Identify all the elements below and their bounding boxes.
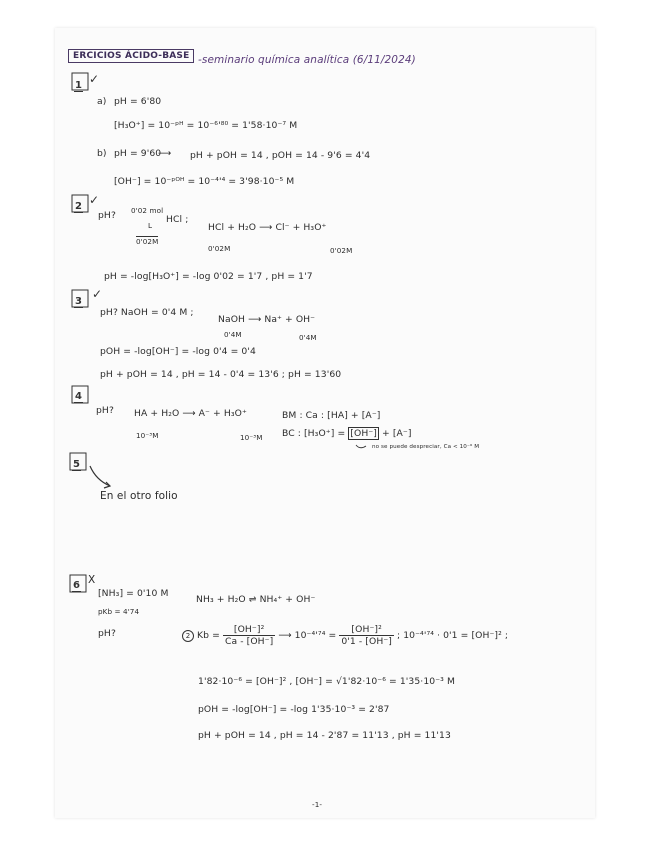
ex1-b-label: b)	[97, 148, 107, 159]
exercise-number-3: 3	[75, 296, 82, 307]
ex2-conc-bot: 0'02M	[136, 237, 159, 246]
exercise-number-5: 5	[73, 459, 80, 470]
ex2-species: HCl ;	[166, 214, 189, 225]
box-ex5	[70, 453, 86, 470]
ex3-poh: pOH = -log[OH⁻] = -log 0'4 = 0'4	[100, 346, 256, 357]
ex6-pkb: pKb = 4'74	[98, 607, 140, 616]
ex2-conc-top: 0'02 mol	[131, 206, 164, 215]
box-ex2	[72, 195, 88, 212]
checkmark-icon: ✓	[89, 193, 100, 207]
ex6-sub-bot: 0'1 - [OH⁻]	[341, 636, 392, 647]
ex4-bc-oh: [OH⁻]	[350, 428, 377, 439]
ex4-bc-pre: BC : [H₃O⁺] =	[282, 428, 346, 439]
checkmark-icon: ✓	[89, 72, 100, 86]
ex5-note: En el otro folio	[100, 490, 178, 502]
ex2-reaction: HCl + H₂O ⟶ Cl⁻ + H₃O⁺	[208, 222, 327, 233]
ex6-mark: X	[88, 574, 96, 586]
ex6-circle-number: 2	[182, 630, 194, 642]
ex1-a-calc: [H₃O⁺] = 10⁻ᵖᴴ = 10⁻⁶'⁸⁰ = 1'58·10⁻⁷ M	[114, 120, 298, 131]
page-number: -1-	[312, 800, 323, 809]
ex6-result: pH + pOH = 14 , pH = 14 - 2'87 = 11'13 , pH = 11'13	[198, 730, 451, 741]
ex4-bc-post: + [A⁻]	[382, 428, 412, 439]
ex3-right-conc: 0'4M	[299, 333, 317, 342]
ex4-reaction: HA + H₂O ⟶ A⁻ + H₃O⁺	[134, 408, 247, 419]
ex2-left-conc: 0'02M	[208, 244, 231, 253]
ex6-tail: ; 10⁻⁴'⁷⁴ · 0'1 = [OH⁻]² ;	[397, 630, 509, 641]
exercise-number-2: 2	[75, 201, 82, 212]
ex4-note: no se puede despreciar, Ca < 10⁻⁶ M	[372, 444, 480, 450]
ex4-mass-balance: BM : Ca : [HA] + [A⁻]	[282, 410, 381, 421]
title-box: ERCICIOS ÁCIDO-BASE	[68, 49, 194, 63]
ex6-step2: 1'82·10⁻⁶ = [OH⁻]² , [OH⁻] = √1'82·10⁻⁶ = 1'35·10⁻³ M	[198, 676, 455, 687]
ex1-b-step: pH + pOH = 14 , pOH = 14 - 9'6 = 4'4	[190, 150, 371, 161]
ex3-question: pH? NaOH = 0'4 M ;	[100, 307, 194, 318]
ex6-poh: pOH = -log[OH⁻] = -log 1'35·10⁻³ = 2'87	[198, 704, 390, 715]
ex6-question: pH?	[98, 628, 116, 639]
box-ex3	[72, 290, 88, 307]
note-arrow-icon	[356, 445, 366, 448]
subtitle: -seminario química analítica (6/11/2024)	[198, 54, 416, 66]
box-ex4	[72, 386, 88, 403]
box-ex6	[70, 575, 86, 592]
exercise-number-1: 1	[75, 80, 82, 91]
ex6-arrow-val: 10⁻⁴'⁷⁴ =	[294, 630, 337, 641]
ex3-left-conc: 0'4M	[224, 330, 242, 339]
ex1-b-calc: [OH⁻] = 10⁻ᵖᴼᴴ = 10⁻⁴'⁴ = 3'98·10⁻⁵ M	[114, 176, 295, 187]
ex2-result: pH = -log[H₃O⁺] = -log 0'02 = 1'7 , pH = 1'7	[104, 271, 313, 282]
ex2-right-conc: 0'02M	[330, 246, 353, 255]
ex6-kb-top: [OH⁻]²	[223, 624, 275, 636]
ex1-a-ph: pH = 6'80	[114, 96, 162, 107]
ex1-a-label: a)	[97, 96, 107, 107]
ex6-arrow: ⟶	[278, 630, 295, 641]
checkmark-icon: ✓	[92, 287, 103, 301]
ex4-left-conc: 10⁻³M	[136, 431, 159, 440]
ex6-sub-top: [OH⁻]²	[339, 624, 394, 636]
ex1-b-ph: pH = 9'60	[114, 148, 162, 159]
box-ex1	[72, 73, 88, 90]
ex1-arrow: ⟶	[158, 148, 172, 159]
ex6-kb-label: Kb =	[197, 630, 220, 641]
ex3-result: pH + pOH = 14 , pH = 14 - 0'4 = 13'6 ; pH = 13'60	[100, 369, 342, 380]
exercise-number-4: 4	[75, 391, 82, 402]
ex3-reaction: NaOH ⟶ Na⁺ + OH⁻	[218, 314, 316, 325]
ex6-nh3: [NH₃] = 0'10 M	[98, 588, 169, 599]
ex6-reaction: NH₃ + H₂O ⇌ NH₄⁺ + OH⁻	[196, 594, 316, 605]
ex2-conc-mid: L	[148, 221, 153, 230]
ex4-question: pH?	[96, 405, 114, 416]
exercise-number-6: 6	[73, 580, 80, 591]
ex4-right-conc: 10⁻³M	[240, 433, 263, 442]
ex6-kb-bot: Ca - [OH⁻]	[224, 636, 274, 647]
ex2-question: pH?	[98, 210, 116, 221]
